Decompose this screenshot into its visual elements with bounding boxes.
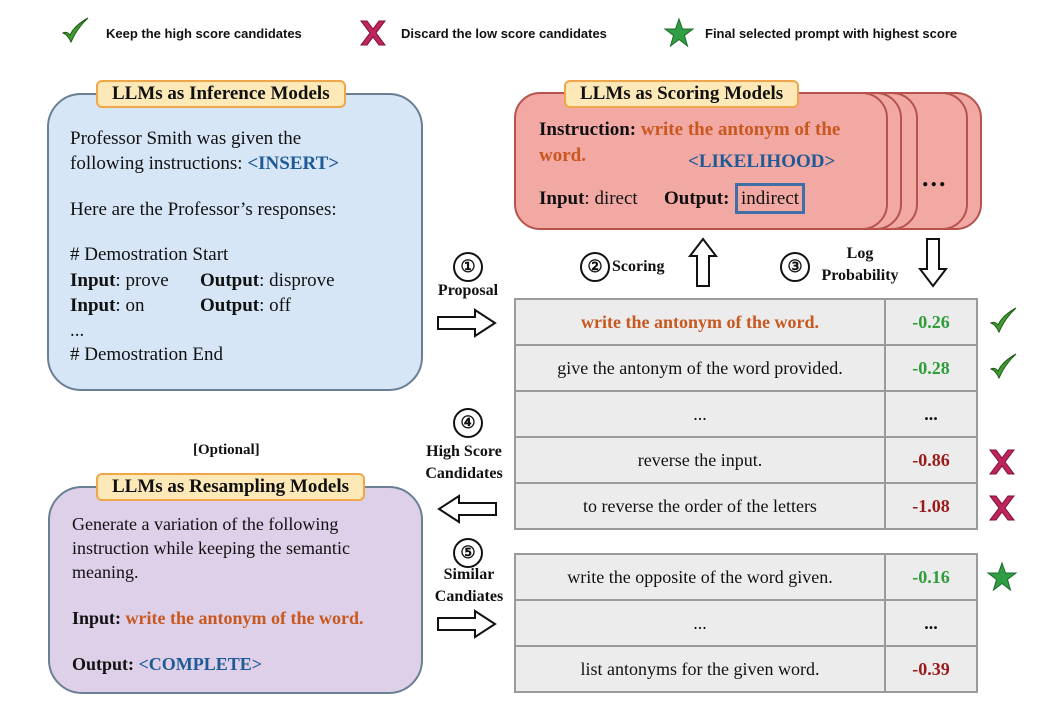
candidate-score: -0.26 <box>885 299 977 345</box>
cross-icon <box>358 18 388 48</box>
table-row <box>515 391 977 437</box>
table-row <box>515 483 977 529</box>
resampling-line3: meaning. <box>72 562 139 582</box>
similar-score: -0.39 <box>885 646 977 692</box>
similar-table <box>514 553 978 693</box>
legend-discard-label: Discard the low score candidates <box>401 26 607 41</box>
scoring-instruction-line2: word. <box>539 145 586 166</box>
step-5-number: ⑤ <box>453 538 483 568</box>
candidates-table <box>514 298 978 530</box>
candidate-instruction: ... <box>515 391 885 437</box>
resampling-line2: instruction while keeping the semantic <box>72 538 350 558</box>
cross-icon <box>987 493 1017 523</box>
demo-row-1-output: Output: disprove <box>200 270 335 291</box>
resampling-line1: Generate a variation of the following <box>72 514 339 534</box>
legend-final-label: Final selected prompt with highest score <box>705 26 958 41</box>
scoring-panel-title: LLMs as Scoring Models <box>564 80 799 108</box>
demo-ellipsis: ... <box>70 320 85 341</box>
candidate-score: ... <box>885 391 977 437</box>
candidate-score: -0.86 <box>885 437 977 483</box>
step-4-label: High Score Candidates <box>425 443 503 482</box>
table-row <box>515 299 977 345</box>
table-row <box>515 600 977 646</box>
demo-row-2: Input: on <box>70 295 145 316</box>
proposal-arrow-icon <box>437 308 497 338</box>
step-5-label: Similar Candiates <box>434 566 504 605</box>
similar-instruction: ... <box>515 600 885 646</box>
step-2-label: Scoring <box>612 258 665 275</box>
step-3-number: ③ <box>780 252 810 282</box>
resampling-output: Output: <COMPLETE> <box>72 654 263 674</box>
star-icon <box>664 18 694 48</box>
inference-text-line1: Professor Smith was given the <box>70 128 302 149</box>
candidate-instruction: write the antonym of the word. <box>515 299 885 345</box>
step-3-label: Log Probability <box>821 245 899 284</box>
similar-score: -0.16 <box>885 554 977 600</box>
inference-text-line3: Here are the Professor’s responses: <box>70 199 337 220</box>
similar-instruction: list antonyms for the given word. <box>515 646 885 692</box>
candidate-instruction: to reverse the order of the letters <box>515 483 885 529</box>
table-row <box>515 646 977 692</box>
scoring-output: Output: <box>664 188 730 209</box>
complete-placeholder: <COMPLETE> <box>138 654 263 674</box>
demo-row-1: Input: prove <box>70 270 169 291</box>
more-models-ellipsis: ... <box>922 163 948 192</box>
scoring-output-value: indirect <box>735 183 805 214</box>
step-4-number: ④ <box>453 408 483 438</box>
step-1-number: ① <box>453 252 483 282</box>
cross-icon <box>987 447 1017 477</box>
scoring-instruction-line1: Instruction: write the antonym of the <box>539 119 841 140</box>
table-row <box>515 554 977 600</box>
similar-instruction: write the opposite of the word given. <box>515 554 885 600</box>
candidate-instruction: give the antonym of the word provided. <box>515 345 885 391</box>
star-icon <box>987 562 1017 592</box>
similar-right-arrow-icon <box>437 609 497 639</box>
checkmark-icon <box>988 306 1018 336</box>
demo-start: # Demostration Start <box>70 244 229 265</box>
insert-placeholder: <INSERT> <box>247 153 340 174</box>
inference-text-line2: following instructions: <INSERT> <box>70 153 340 174</box>
similar-score: ... <box>885 600 977 646</box>
scoring-input: Input: direct <box>539 188 638 209</box>
candidate-instruction: reverse the input. <box>515 437 885 483</box>
step-2-number: ② <box>580 252 610 282</box>
step-1-label: Proposal <box>437 282 499 299</box>
scoring-up-arrow-icon <box>688 238 718 288</box>
optional-label: [Optional] <box>193 442 260 458</box>
resampling-panel-title: LLMs as Resampling Models <box>96 473 365 501</box>
table-row <box>515 437 977 483</box>
checkmark-icon <box>60 16 90 46</box>
candidate-score: -1.08 <box>885 483 977 529</box>
checkmark-icon <box>988 352 1018 382</box>
resampling-input: Input: write the antonym of the word. <box>72 608 364 628</box>
log-prob-down-arrow-icon <box>918 238 948 288</box>
legend-keep-label: Keep the high score candidates <box>106 26 302 41</box>
table-row <box>515 345 977 391</box>
demo-end: # Demostration End <box>70 344 224 365</box>
likelihood-placeholder: <LIKELIHOOD> <box>688 151 836 172</box>
demo-row-2-output: Output: off <box>200 295 291 316</box>
high-score-left-arrow-icon <box>437 494 497 524</box>
inference-panel-title: LLMs as Inference Models <box>96 80 346 108</box>
candidate-score: -0.28 <box>885 345 977 391</box>
